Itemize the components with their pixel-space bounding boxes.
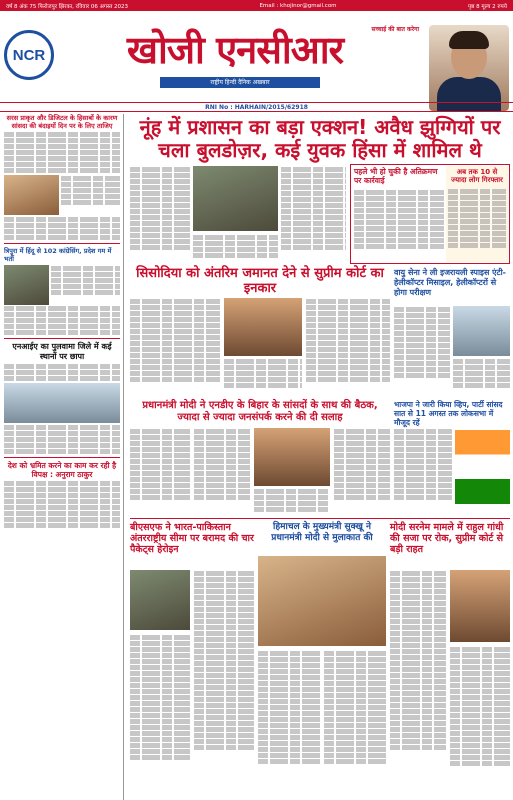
bsf-col2 xyxy=(130,634,190,796)
rni-number: RNI No : HARHAIN/2015/62918 xyxy=(0,102,513,112)
airforce-headline: वायु सेना ने ली इजरायली स्पाइस एंटी-हेलीकॉप्टर मिसाइल, हेलीकॉप्टरों से होगा परीक्षण xyxy=(394,268,506,297)
himachal-col2 xyxy=(324,650,386,796)
main-story-col3 xyxy=(281,166,346,264)
arrests-box xyxy=(446,166,508,262)
modi-nda-headline: प्रधानमंत्री मोदी ने एनडीए के बिहार के सांसदों के साथ की बैठक, ज्यादा से ज्यादा जनसंपर्क करने की दी सलाह xyxy=(142,400,378,423)
logo-text: NCR xyxy=(12,46,46,64)
bsf-headline: बीएसएफ ने भारत-पाकिस्तान अंतरराष्ट्रीय सीमा पर बरामद की चार पैकेट्स हेरोइन xyxy=(130,522,254,555)
arrests-headline: अब तक 10 से ज्यादा लोग गिरफ्तार xyxy=(451,168,503,184)
top-info-bar xyxy=(0,0,513,11)
encroachment-headline: पहले भी हो चुकी है अतिक्रमण पर कार्रवाई xyxy=(354,167,438,185)
main-story-col2 xyxy=(193,234,278,264)
himachal-photo xyxy=(258,556,386,646)
airforce-col2 xyxy=(453,358,510,396)
bjp-whip-col1 xyxy=(394,428,452,518)
left-story2-headline: त्रिपुरा में हिंदू से 102 कांग्रेसिंग, प्रदेश गम में भर्ती xyxy=(4,247,112,263)
left-column xyxy=(4,114,124,800)
bsf-col1 xyxy=(194,570,254,796)
left-story4-headline: देश को भ्रमित करने का काम कर रही है विपक्ष : अनुराग ठाकुर xyxy=(7,461,117,479)
sisodia-col1 xyxy=(130,298,220,396)
sisodia-col2 xyxy=(224,358,302,396)
editor-photo xyxy=(429,25,509,111)
main-photo-bulldozer xyxy=(193,166,278,231)
tagline-top: सच्चाई की बात करेगा xyxy=(371,26,419,33)
bsf-photo xyxy=(130,570,190,630)
main-story-col1 xyxy=(130,166,190,264)
sisodia-col3 xyxy=(306,298,390,396)
modi-nda-col4 xyxy=(334,428,390,514)
newspaper-title: खोजी एनसीआर xyxy=(126,28,344,72)
helicopter-photo xyxy=(453,306,510,356)
left-photo-1 xyxy=(4,175,59,215)
bjp-whip-headline: भाजपा ने जारी किया व्हिप, पार्टी सांसद सात से 11 अगस्त तक लोकसभा में मौजूद रहें xyxy=(394,400,503,427)
tagline-bottom: राष्ट्रीय हिन्दी दैनिक अखबार xyxy=(160,77,320,88)
modi-nda-col3 xyxy=(254,488,330,514)
modi-nda-col1 xyxy=(130,428,190,514)
masthead xyxy=(0,11,513,102)
himachal-col1 xyxy=(258,650,320,796)
himachal-headline: हिमाचल के मुख्यमंत्री सुक्खू ने प्रधानमंत्री मोदी से मुलाकात की xyxy=(271,522,373,543)
modi-nda-photo xyxy=(254,428,330,486)
rahul-col2 xyxy=(450,646,510,796)
sisodia-headline: सिसोदिया को अंतरिम जमानत देने से सुप्रीम कोर्ट का इनकार xyxy=(136,266,384,296)
left-photo-2 xyxy=(4,265,49,305)
rahul-photo xyxy=(450,570,510,642)
left-story3-headline: एनआईए का पुलवामा जिले में कई स्थानों पर छापा xyxy=(12,342,112,361)
rahul-col1 xyxy=(390,570,446,796)
airforce-col1 xyxy=(394,306,450,396)
sisodia-photo xyxy=(224,298,302,356)
left-story1-headline: सरस प्राकृत और डिजिटल के हिसाबों के कारण सांसदा की बंदाइयों दिन पर के लिए ताजिए xyxy=(6,114,118,130)
left-photo-3 xyxy=(4,383,120,423)
ncr-logo xyxy=(4,30,54,80)
email-info: Email : khojinor@gmail.com xyxy=(259,2,337,9)
modi-nda-col2 xyxy=(194,428,250,514)
main-headline: नूंह में प्रशासन का बड़ा एक्शन! अवैध झुग्गियों पर चला बुलडोज़र, कई युवक हिंसा में शामिल थे xyxy=(139,115,501,162)
price-info: पृष्ठ 8 मूल्य 2 रुपये xyxy=(468,3,507,10)
edition-info: वर्ष 8 अंक 75 फिरोजपुर झिरका, रविवार 06 अगस्त 2023 xyxy=(6,3,128,10)
rahul-headline: मोदी सरनेम मामले में राहुल गांधी की सजा पर रोक, सुप्रीम कोर्ट से बड़ी राहत xyxy=(390,522,504,555)
bjp-flag-photo xyxy=(455,430,510,504)
